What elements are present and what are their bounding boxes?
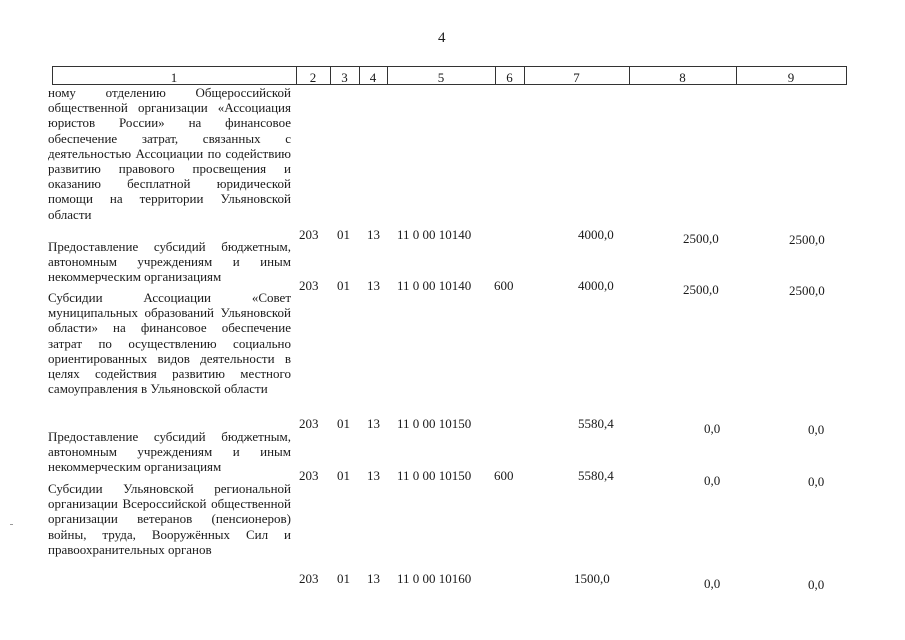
cell-col3: 01 <box>337 571 350 586</box>
cell-col7: 1500,0 <box>574 571 610 586</box>
cell-col5: 11 0 00 10160 <box>397 571 472 586</box>
cell-col2: 203 <box>299 468 319 483</box>
cell-col8: 0,0 <box>704 421 721 436</box>
cell-col5: 11 0 00 10140 <box>397 227 472 242</box>
cell-col7: 4000,0 <box>578 227 614 242</box>
row-description: Субсидии Ассоциации «Совет муниципальных образований Ульяновской области» на финансовое обеспечение затрат по осуществлению социально ориентированных видов деятельности в целях содействия развитию местного самоуправления в Ульяновской области <box>48 290 291 397</box>
cell-col9: 0,0 <box>808 577 825 592</box>
cell-col9: 2500,0 <box>789 232 825 247</box>
cell-col2: 203 <box>299 278 319 293</box>
cell-col7: 5580,4 <box>578 416 614 431</box>
row-description: Предоставление субсидий бюджетным, автономным учреждениям и иным некоммерческим организациям <box>48 429 291 475</box>
header-col-2: 2 <box>309 70 317 85</box>
row-description: ному отделению Общероссийской общественной организации «Ассоциация юристов России» на финансовое обеспечение затрат, связанных с деятельностью Ассоциации по содействию развитию правового просвещения и оказанию бесплатной юридической помощи на территории Ульяновской области <box>48 85 291 222</box>
header-top-border <box>52 66 847 67</box>
cell-col4: 13 <box>367 278 380 293</box>
row-description: Субсидии Ульяновской региональной организации Всероссийской общественной организации ветеранов (пенсионеров) войны, труда, Вооружённых Сил и правоохранительных органов <box>48 481 291 557</box>
header-col-4: 4 <box>369 70 377 85</box>
cell-col3: 01 <box>337 278 350 293</box>
cell-col4: 13 <box>367 571 380 586</box>
header-divider <box>846 66 847 85</box>
cell-col9: 0,0 <box>808 422 825 437</box>
cell-col3: 01 <box>337 227 350 242</box>
row-description: Предоставление субсидий бюджетным, автономным учреждениям и иным некоммерческим организациям <box>48 239 291 285</box>
cell-col9: 2500,0 <box>789 283 825 298</box>
cell-col9: 0,0 <box>808 474 825 489</box>
cell-col5: 11 0 00 10150 <box>397 468 472 483</box>
cell-col3: 01 <box>337 416 350 431</box>
header-col-9: 9 <box>787 70 795 85</box>
scan-speck <box>10 524 13 525</box>
cell-col2: 203 <box>299 416 319 431</box>
cell-col7: 5580,4 <box>578 468 614 483</box>
header-col-5: 5 <box>437 70 445 85</box>
cell-col8: 2500,0 <box>683 282 719 297</box>
column-number-header <box>52 66 847 85</box>
header-col-1: 1 <box>170 70 178 85</box>
header-col-7: 7 <box>573 70 580 85</box>
cell-col8: 2500,0 <box>683 231 719 246</box>
header-col-8: 8 <box>679 70 686 85</box>
cell-col4: 13 <box>367 468 380 483</box>
page-number: 4 <box>438 30 446 46</box>
cell-col4: 13 <box>367 227 380 242</box>
cell-col2: 203 <box>299 571 319 586</box>
cell-col2: 203 <box>299 227 319 242</box>
cell-col6: 600 <box>494 278 514 293</box>
cell-col5: 11 0 00 10150 <box>397 416 472 431</box>
cell-col4: 13 <box>367 416 380 431</box>
cell-col3: 01 <box>337 468 350 483</box>
cell-col8: 0,0 <box>704 576 721 591</box>
header-col-6: 6 <box>506 70 513 85</box>
cell-col6: 600 <box>494 468 514 483</box>
cell-col8: 0,0 <box>704 473 721 488</box>
header-col-3: 3 <box>341 70 348 85</box>
cell-col5: 11 0 00 10140 <box>397 278 472 293</box>
cell-col7: 4000,0 <box>578 278 614 293</box>
